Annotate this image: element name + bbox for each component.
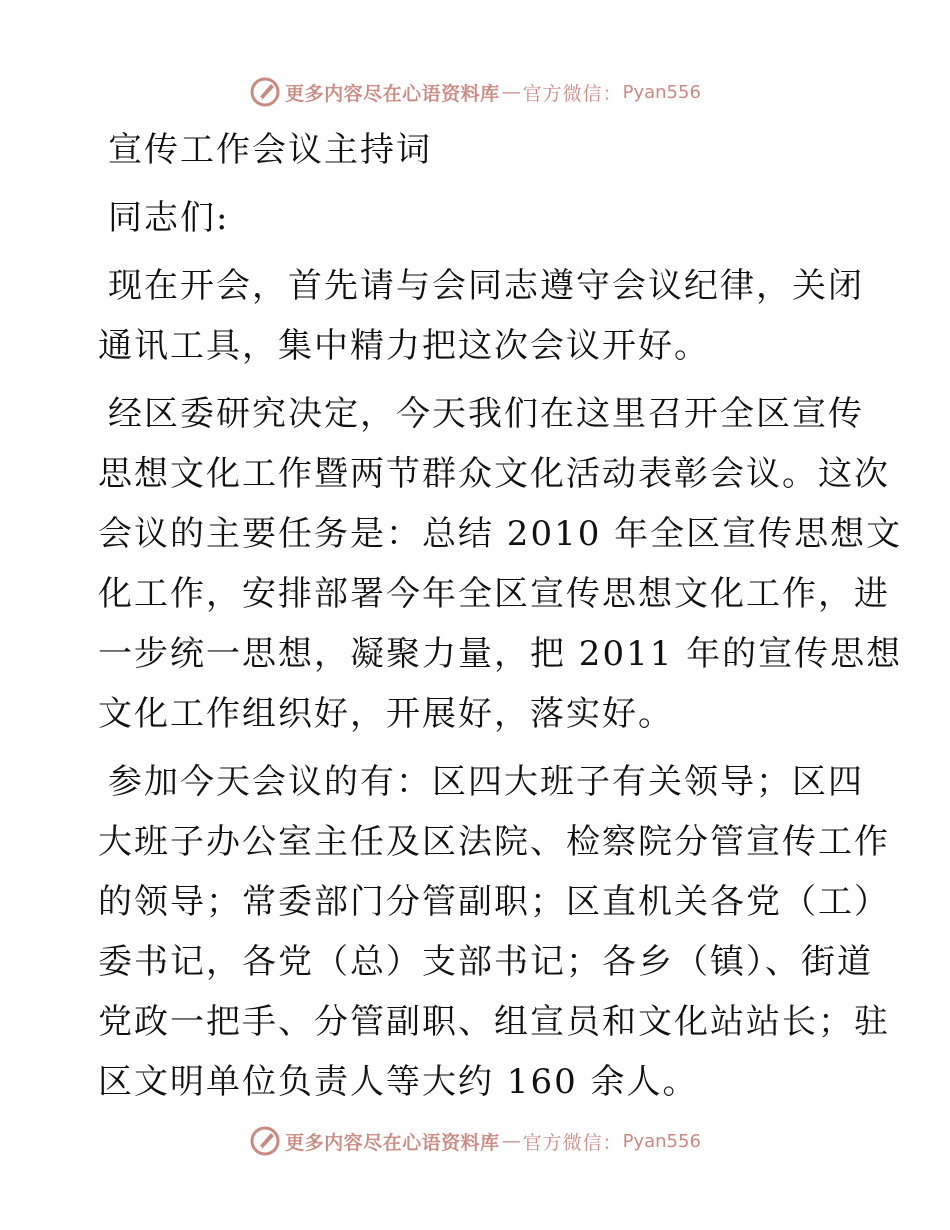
watermark-dash: — bbox=[501, 81, 521, 103]
paragraph-line: 参加今天会议的有：区四大班子有关领导；区四 bbox=[108, 762, 864, 802]
paragraph-line: 党政一把手、分管副职、组宣员和文化站站长；驻 bbox=[98, 1002, 890, 1042]
document-body bbox=[98, 120, 903, 1112]
paragraph-line: 经区委研究决定，今天我们在这里召开全区宣传 bbox=[108, 394, 864, 434]
watermark-main-text: 更多内容尽在心语资料库 bbox=[285, 82, 500, 105]
watermark-wechat-id: Pyan556 bbox=[622, 1130, 701, 1152]
footer-watermark bbox=[0, 1121, 950, 1161]
paragraph-line: 文化工作组织好，开展好，落实好。 bbox=[98, 694, 674, 734]
watermark-wechat-label: 官方微信： bbox=[522, 82, 623, 105]
paragraph-line: 一步统一思想，凝聚力量，把 2011 年的宣传思想 bbox=[98, 634, 903, 674]
salutation: 同志们: bbox=[108, 198, 230, 238]
header-watermark bbox=[0, 72, 950, 112]
pen-logo-icon bbox=[249, 1125, 281, 1157]
paragraph-line: 通讯工具，集中精力把这次会议开好。 bbox=[98, 326, 710, 366]
pen-logo-icon bbox=[249, 76, 281, 108]
document-title: 宣传工作会议主持词 bbox=[108, 130, 432, 170]
paragraph-line: 思想文化工作暨两节群众文化活动表彰会议。这次 bbox=[98, 454, 890, 494]
paragraph-line: 委书记，各党（总）支部书记；各乡（镇）、街道 bbox=[98, 942, 873, 982]
paragraph-attendees bbox=[98, 752, 890, 1112]
watermark-main-text: 更多内容尽在心语资料库 bbox=[285, 1131, 500, 1154]
paragraph-line: 区文明单位负责人等大约 160 余人。 bbox=[98, 1062, 699, 1102]
paragraph-line: 会议的主要任务是：总结 2010 年全区宣传思想文 bbox=[98, 514, 903, 554]
paragraph-opening bbox=[98, 256, 864, 376]
paragraph-line: 的领导；常委部门分管副职；区直机关各党（工） bbox=[98, 882, 890, 922]
paragraph-line: 现在开会，首先请与会同志遵守会议纪律，关闭 bbox=[108, 266, 864, 306]
paragraph-purpose bbox=[98, 384, 903, 744]
watermark-dash: — bbox=[501, 1130, 521, 1152]
paragraph-line: 大班子办公室主任及区法院、检察院分管宣传工作 bbox=[98, 822, 890, 862]
watermark-wechat-id: Pyan556 bbox=[622, 81, 701, 103]
watermark-wechat-label: 官方微信： bbox=[522, 1131, 623, 1154]
paragraph-line: 化工作，安排部署今年全区宣传思想文化工作，进 bbox=[98, 574, 890, 614]
